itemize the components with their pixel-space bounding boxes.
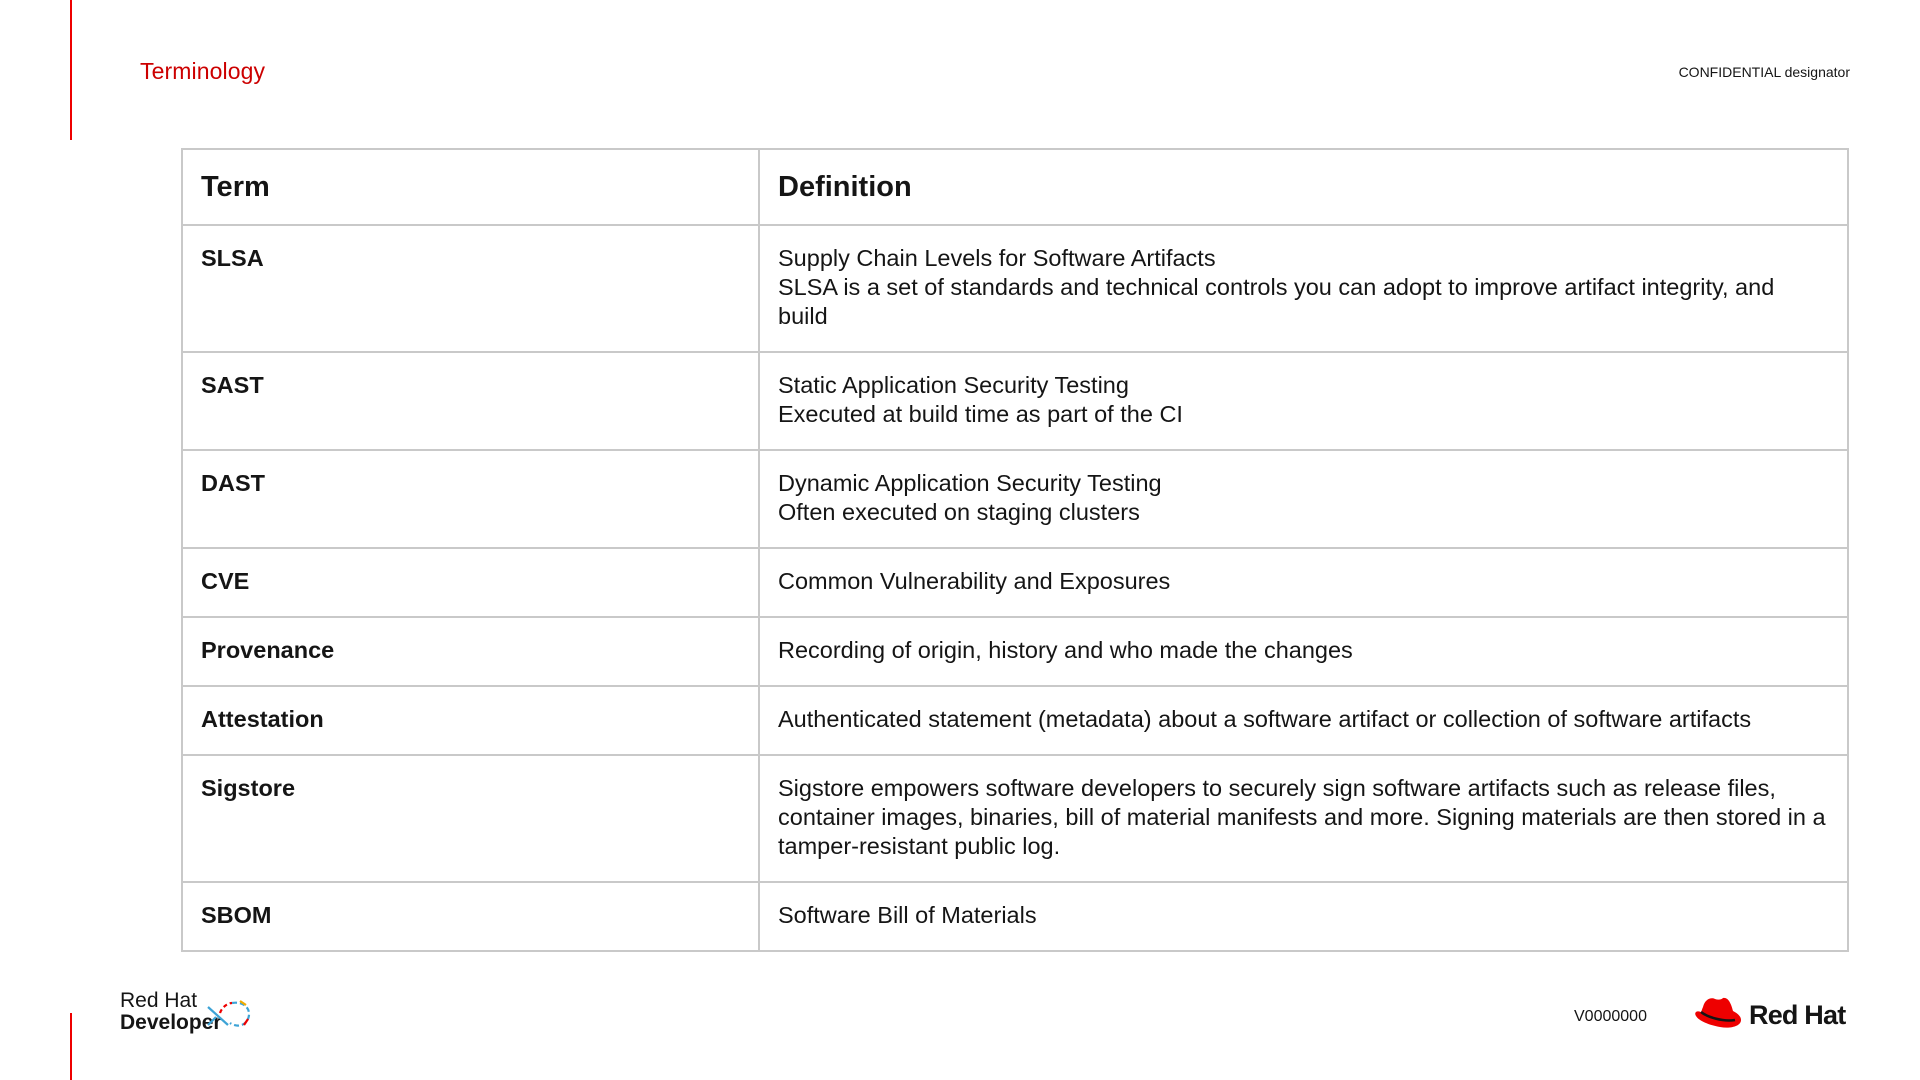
table-row [182,352,1848,450]
term-cell: Sigstore [182,755,759,882]
table-row [182,225,1848,352]
table-row [182,548,1848,617]
slide-title: Terminology [140,58,266,84]
terminology-table-container [181,148,1849,952]
terminology-table [181,148,1849,952]
definition-line: Often executed on staging clusters [778,499,1140,525]
definition-line: Dynamic Application Security Testing [778,470,1162,496]
table-header-row [182,149,1848,225]
definition-line: Common Vulnerability and Exposures [778,568,1171,594]
definition-cell [759,548,1848,617]
definition-line: Recording of origin, history and who made the changes [778,637,1353,663]
term-cell: Attestation [182,686,759,755]
definition-cell [759,882,1848,951]
definition-line: Authenticated statement (metadata) about a software artifact or collection of software artifacts [778,706,1752,732]
accent-line-bottom [70,1013,72,1080]
infinity-loop-icon [202,993,256,1035]
table-row [182,450,1848,548]
term-cell: DAST [182,450,759,548]
red-hat-brand-text: Red Hat [1749,999,1846,1030]
table-body [182,225,1848,951]
version-code: V0000000 [1574,1008,1647,1025]
term-cell: CVE [182,548,759,617]
term-cell: SAST [182,352,759,450]
term-column-header: Term [182,149,759,225]
definition-line: Supply Chain Levels for Software Artifacts [778,245,1216,271]
term-cell: SLSA [182,225,759,352]
definition-cell [759,617,1848,686]
table-row [182,882,1848,951]
developer-logo-line1: Red Hat [120,989,198,1012]
term-cell: Provenance [182,617,759,686]
table-row [182,686,1848,755]
developer-logo-line2: Developer [120,1011,222,1034]
red-hat-logo [1693,995,1845,1035]
table-row [182,617,1848,686]
definition-cell [759,755,1848,882]
confidential-designator: CONFIDENTIAL designator [1678,64,1850,80]
red-hat-developer-logo [120,990,222,1034]
definition-line: SLSA is a set of standards and technical controls you can adopt to improve artifact integrity, and build [778,274,1775,329]
definition-cell [759,686,1848,755]
definition-cell [759,450,1848,548]
definition-line: Static Application Security Testing [778,372,1129,398]
table-row [182,755,1848,882]
accent-line-top [70,0,72,140]
red-fedora-hat-icon [1693,995,1743,1035]
definition-cell [759,225,1848,352]
definition-cell [759,352,1848,450]
definition-column-header: Definition [759,149,1848,225]
definition-line: Executed at build time as part of the CI [778,401,1183,427]
definition-line: Sigstore empowers software developers to securely sign software artifacts such as release files, container images, binaries, bill of material manifests and more. Signing materials are then stored in a tamper-resistant public log. [778,775,1826,859]
definition-line: Software Bill of Materials [778,902,1037,928]
term-cell: SBOM [182,882,759,951]
